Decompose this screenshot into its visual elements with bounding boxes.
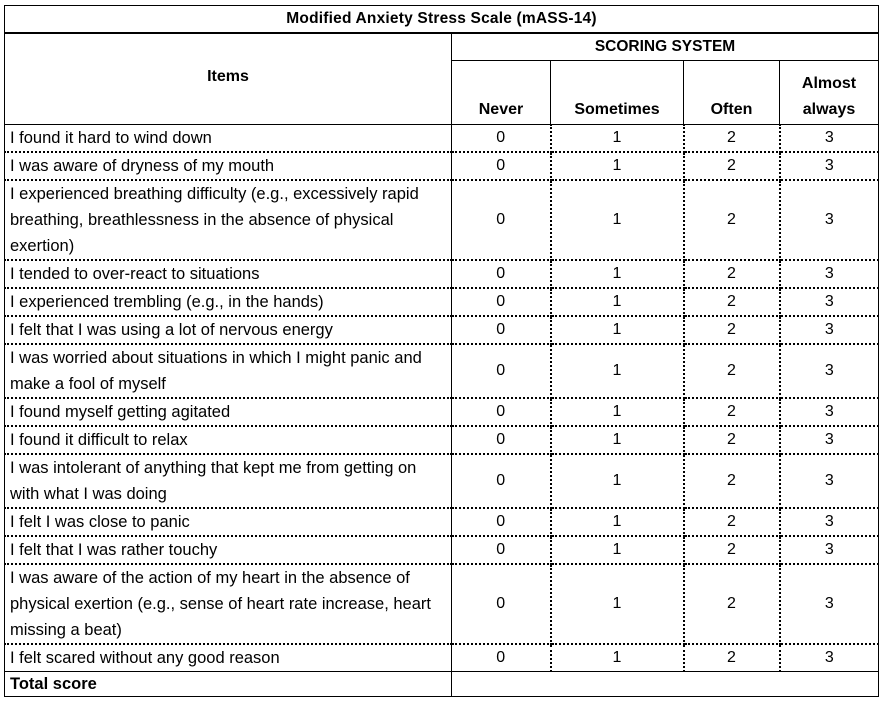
score-often: 2 [684,344,780,398]
table-row [5,344,879,398]
item-text: I found it difficult to relax [5,426,452,454]
score-sometimes: 1 [551,398,684,426]
score-never: 0 [452,508,551,536]
score-never: 0 [452,125,551,153]
score-almost-always: 3 [780,180,879,260]
column-header-never: Never [452,61,551,125]
item-text: I felt scared without any good reason [5,644,452,672]
column-header-almost-always: Almost always [780,61,879,125]
score-often: 2 [684,260,780,288]
table-row [5,454,879,508]
item-text: I was intolerant of anything that kept me from getting on with what I was doing [5,454,452,508]
item-text: I found it hard to wind down [5,125,452,153]
score-sometimes: 1 [551,508,684,536]
score-often: 2 [684,288,780,316]
item-text: I was aware of dryness of my mouth [5,152,452,180]
table-row [5,152,879,180]
score-sometimes: 1 [551,180,684,260]
score-sometimes: 1 [551,316,684,344]
score-never: 0 [452,398,551,426]
total-score-label: Total score [5,672,452,697]
table-row [5,564,879,644]
item-text: I felt that I was rather touchy [5,536,452,564]
score-never: 0 [452,180,551,260]
score-almost-always: 3 [780,508,879,536]
score-almost-always: 3 [780,644,879,672]
item-text: I felt that I was using a lot of nervous energy [5,316,452,344]
score-often: 2 [684,508,780,536]
item-text: I found myself getting agitated [5,398,452,426]
score-never: 0 [452,564,551,644]
mass14-table [4,5,879,697]
item-text: I experienced trembling (e.g., in the hands) [5,288,452,316]
table-row [5,508,879,536]
score-never: 0 [452,426,551,454]
score-sometimes: 1 [551,564,684,644]
score-sometimes: 1 [551,260,684,288]
score-often: 2 [684,644,780,672]
score-never: 0 [452,644,551,672]
score-almost-always: 3 [780,426,879,454]
score-often: 2 [684,398,780,426]
item-text: I felt I was close to panic [5,508,452,536]
table-row [5,426,879,454]
table-row [5,398,879,426]
score-almost-always: 3 [780,564,879,644]
item-text: I experienced breathing difficulty (e.g., excessively rapid breathing, breathlessness in the absence of physical exertion) [5,180,452,260]
score-often: 2 [684,316,780,344]
table-row [5,260,879,288]
table-row [5,125,879,153]
score-never: 0 [452,288,551,316]
score-often: 2 [684,180,780,260]
score-almost-always: 3 [780,125,879,153]
score-often: 2 [684,536,780,564]
total-row [5,672,879,697]
table-row [5,536,879,564]
item-text: I was worried about situations in which I might panic and make a fool of myself [5,344,452,398]
table-title: Modified Anxiety Stress Scale (mASS-14) [5,6,879,34]
score-almost-always: 3 [780,344,879,398]
column-header-often: Often [684,61,780,125]
scoring-system-header: SCORING SYSTEM [452,33,879,61]
score-sometimes: 1 [551,344,684,398]
score-often: 2 [684,152,780,180]
score-sometimes: 1 [551,454,684,508]
table-row [5,644,879,672]
score-often: 2 [684,564,780,644]
score-often: 2 [684,454,780,508]
score-almost-always: 3 [780,288,879,316]
score-sometimes: 1 [551,125,684,153]
table-row [5,316,879,344]
score-almost-always: 3 [780,152,879,180]
score-sometimes: 1 [551,644,684,672]
items-header: Items [5,33,452,125]
score-often: 2 [684,125,780,153]
table-row [5,180,879,260]
score-sometimes: 1 [551,426,684,454]
item-text: I tended to over-react to situations [5,260,452,288]
score-never: 0 [452,454,551,508]
score-almost-always: 3 [780,398,879,426]
score-almost-always: 3 [780,316,879,344]
item-text: I was aware of the action of my heart in the absence of physical exertion (e.g., sense of heart rate increase, heart missing a beat) [5,564,452,644]
score-sometimes: 1 [551,536,684,564]
score-sometimes: 1 [551,152,684,180]
score-never: 0 [452,536,551,564]
score-never: 0 [452,152,551,180]
table-row [5,288,879,316]
score-often: 2 [684,426,780,454]
score-sometimes: 1 [551,288,684,316]
score-never: 0 [452,344,551,398]
score-almost-always: 3 [780,260,879,288]
score-never: 0 [452,316,551,344]
total-score-value [452,672,879,697]
column-header-sometimes: Sometimes [551,61,684,125]
score-almost-always: 3 [780,454,879,508]
score-almost-always: 3 [780,536,879,564]
score-never: 0 [452,260,551,288]
